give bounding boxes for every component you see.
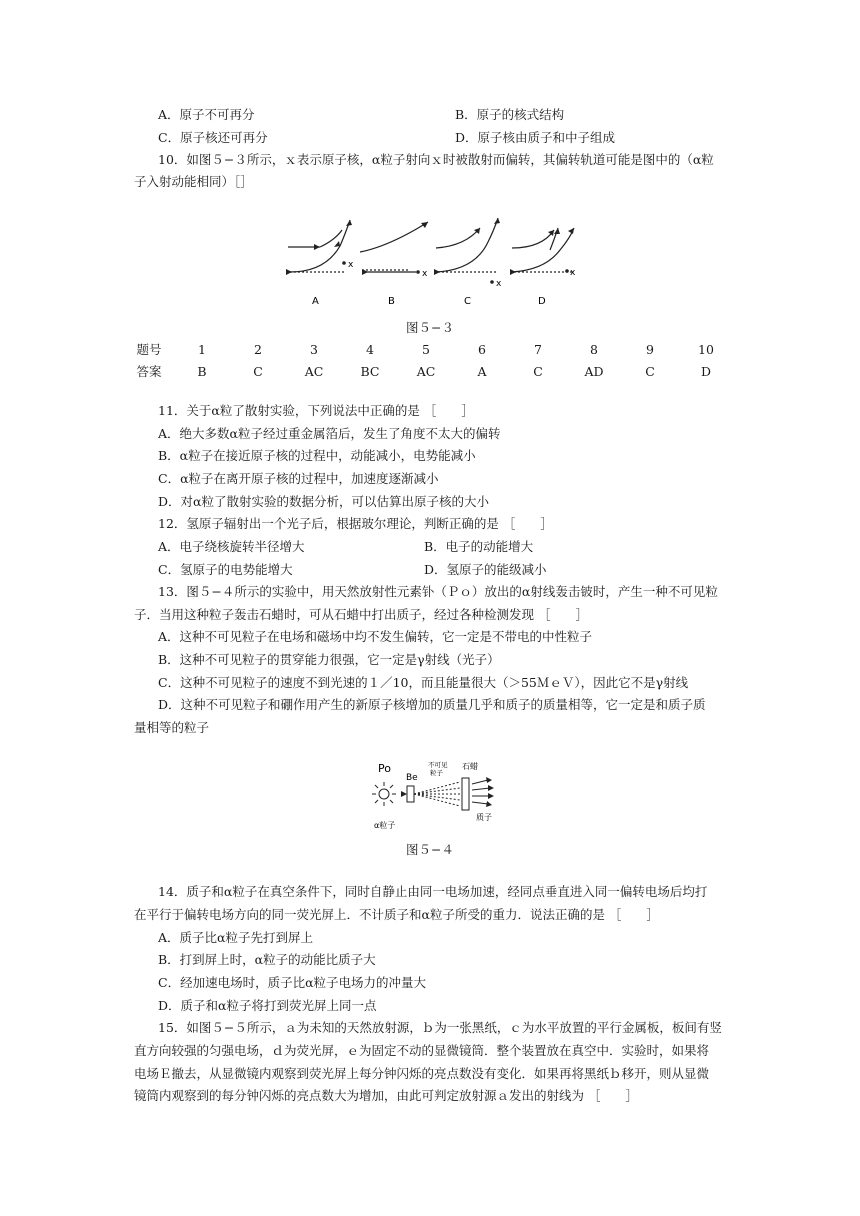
- proton-label: 质子: [476, 813, 492, 822]
- q12-option-c: C．氢原子的电势能增大: [158, 562, 293, 577]
- q15-stem-line4: 镜筒内观察到的每分钟闪烁的亮点数大为增加，由此可判定放射源ａ发出的射线为 ［ ］: [134, 1088, 638, 1103]
- q15-stem-line1: 15．如图５−５所示，ａ为未知的天然放射源，ｂ为一张黑纸，ｃ为水平放置的平行金属板，板间有竖: [158, 1020, 722, 1035]
- table-answer-cell: AC: [304, 363, 324, 379]
- q13-option-b: B．这种不可见粒子的贯穿能力很强，它一定是γ射线（光子）: [158, 652, 500, 667]
- q15-stem-line2: 直方向较强的匀强电场，ｄ为荧光屏，ｅ为固定不动的显微镜筒．整个装置放在真空中．实验时，如果将: [134, 1043, 710, 1058]
- figure-5-3-scattering-trajectories: [280, 210, 580, 310]
- table-answer-cell: D: [700, 363, 712, 379]
- table-answer-cell: C: [253, 363, 263, 379]
- paraffin-label: 石蜡: [462, 762, 478, 771]
- q13-option-d-line1: D．这种不可见粒子和硼作用产生的新原子核增加的质量几乎和质子的质量相等，它一定是和质子质: [158, 697, 706, 712]
- table-number-cell: 5: [422, 341, 430, 357]
- q11-option-d: D．对α粒了散射实验的数据分析，可以估算出原子核的大小: [158, 494, 489, 509]
- answer-table: [124, 338, 734, 382]
- q14-option-a: A．质子比α粒子先打到屏上: [158, 930, 313, 945]
- nucleus-label-d: x: [570, 268, 576, 278]
- invisible-particle-label-1: 不可见: [428, 761, 448, 769]
- fig-label-a: A: [312, 296, 319, 307]
- fig-label-d: D: [538, 296, 546, 307]
- table-answer-cell: C: [645, 363, 655, 379]
- q9-option-c: C．原子核还可再分: [158, 130, 268, 145]
- q9-option-a: A．原子不可再分: [158, 107, 255, 122]
- table-answer-cell: AD: [584, 363, 604, 379]
- q10-stem-line2: 子入射动能相同）［］: [134, 174, 253, 189]
- q14-option-b: B．打到屏上时，α粒子的动能比质子大: [158, 952, 376, 967]
- fig-label-b: B: [388, 296, 395, 307]
- q9-option-b: B．原子的核式结构: [455, 107, 565, 122]
- q14-option-d: D．质子和α粒子将打到荧光屏上同一点: [158, 998, 377, 1013]
- q11-option-b: B．α粒子在接近原子核的过程中，动能减小，电势能减小: [158, 448, 476, 463]
- table-answer-label: 答案: [136, 364, 162, 379]
- nucleus-label-b: x: [422, 269, 428, 279]
- table-number-cell: 9: [646, 341, 654, 357]
- table-number-cell: 7: [534, 341, 542, 357]
- q13-option-c: C．这种不可见粒子的速度不到光速的１／10，而且能量很大（＞55ＭｅＶ），因此它不是γ射线: [158, 675, 689, 690]
- table-answer-cell: BC: [360, 363, 380, 379]
- answer-table-header-row: [124, 338, 734, 360]
- table-number-cell: 8: [590, 341, 598, 357]
- q9-option-d: D．原子核由质子和中子组成: [455, 130, 616, 145]
- q14-option-c: C．经加速电场时，质子比α粒子电场力的冲量大: [158, 975, 427, 990]
- q11-option-a: A．绝大多数α粒子经过重金属箔后，发生了角度不太大的偏转: [158, 426, 501, 441]
- q13-option-a: A．这种不可见粒子在电场和磁场中均不发生偏转，它一定是不带电的中性粒子: [158, 629, 593, 644]
- q14-stem-line2: 在平行于偏转电场方向的同一荧光屏上．不计质子和α粒子所受的重力．说法正确的是 ［ ］: [134, 907, 659, 922]
- table-header-label: 题号: [136, 342, 162, 357]
- table-number-cell: 10: [698, 341, 714, 357]
- alpha-particle-label: α粒子: [374, 821, 396, 830]
- be-label: Be: [406, 773, 418, 783]
- fig-label-c: C: [464, 296, 471, 307]
- figure-5-4-caption: 图５−４: [406, 842, 454, 857]
- po-label: Po: [378, 762, 391, 775]
- q11-option-c: C．α粒子在离开原子核的过程中，加速度逐渐减小: [158, 471, 439, 486]
- invisible-particle-label-2: 粒子: [430, 769, 443, 777]
- q12-option-a: A．电子绕核旋转半径增大: [158, 539, 305, 554]
- q11-stem: 11．关于α粒了散射实验，下列说法中正确的是 ［ ］: [158, 403, 474, 418]
- answer-table-answer-row: [124, 360, 734, 382]
- table-answer-cell: B: [197, 363, 207, 379]
- q15-stem-line3: 电场Ｅ撤去，从显微镜内观察到荧光屏上每分钟闪烁的亮点数没有变化．如果再将黑纸ｂ移开，则从显微: [134, 1066, 710, 1081]
- q14-stem-line1: 14．质子和α粒子在真空条件下，同时自静止由同一电场加速，经同点垂直进入同一偏转电场后均打: [158, 884, 708, 899]
- table-number-cell: 6: [478, 341, 486, 357]
- q13-stem-line2: 子．当用这种粒子轰击石蜡时，可从石蜡中打出质子，经过各种检测发现 ［ ］: [134, 607, 588, 622]
- q12-stem: 12．氢原子辐射出一个光子后，根据玻尔理论，判断正确的是 ［ ］: [158, 516, 553, 531]
- table-number-cell: 3: [310, 341, 318, 357]
- q12-option-b: B．电子的动能增大: [424, 539, 534, 554]
- figure-5-4-experiment: [350, 758, 510, 832]
- figure-5-3-caption: 图５−３: [406, 320, 454, 335]
- table-answer-cell: A: [477, 363, 487, 379]
- table-answer-cell: AC: [416, 363, 436, 379]
- table-answer-cell: C: [533, 363, 543, 379]
- q13-stem-line1: 13．图５−４所示的实验中，用天然放射性元素钋（Ｐｏ）放出的α射线轰击铍时，产生一种不可见粒: [158, 584, 718, 599]
- q13-option-d-line2: 量相等的粒子: [134, 720, 210, 735]
- nucleus-label-a: x: [348, 260, 354, 270]
- q12-option-d: D．氢原子的能级减小: [424, 562, 547, 577]
- nucleus-label-c: x: [496, 279, 502, 289]
- table-number-cell: 1: [198, 341, 206, 357]
- q10-stem-line1: 10．如图５−３所示，ｘ表示原子核，α粒子射向ｘ时被散射而偏转，其偏转轨道可能是图中的（α粒: [158, 152, 714, 167]
- table-number-cell: 2: [254, 341, 262, 357]
- table-number-cell: 4: [366, 341, 374, 357]
